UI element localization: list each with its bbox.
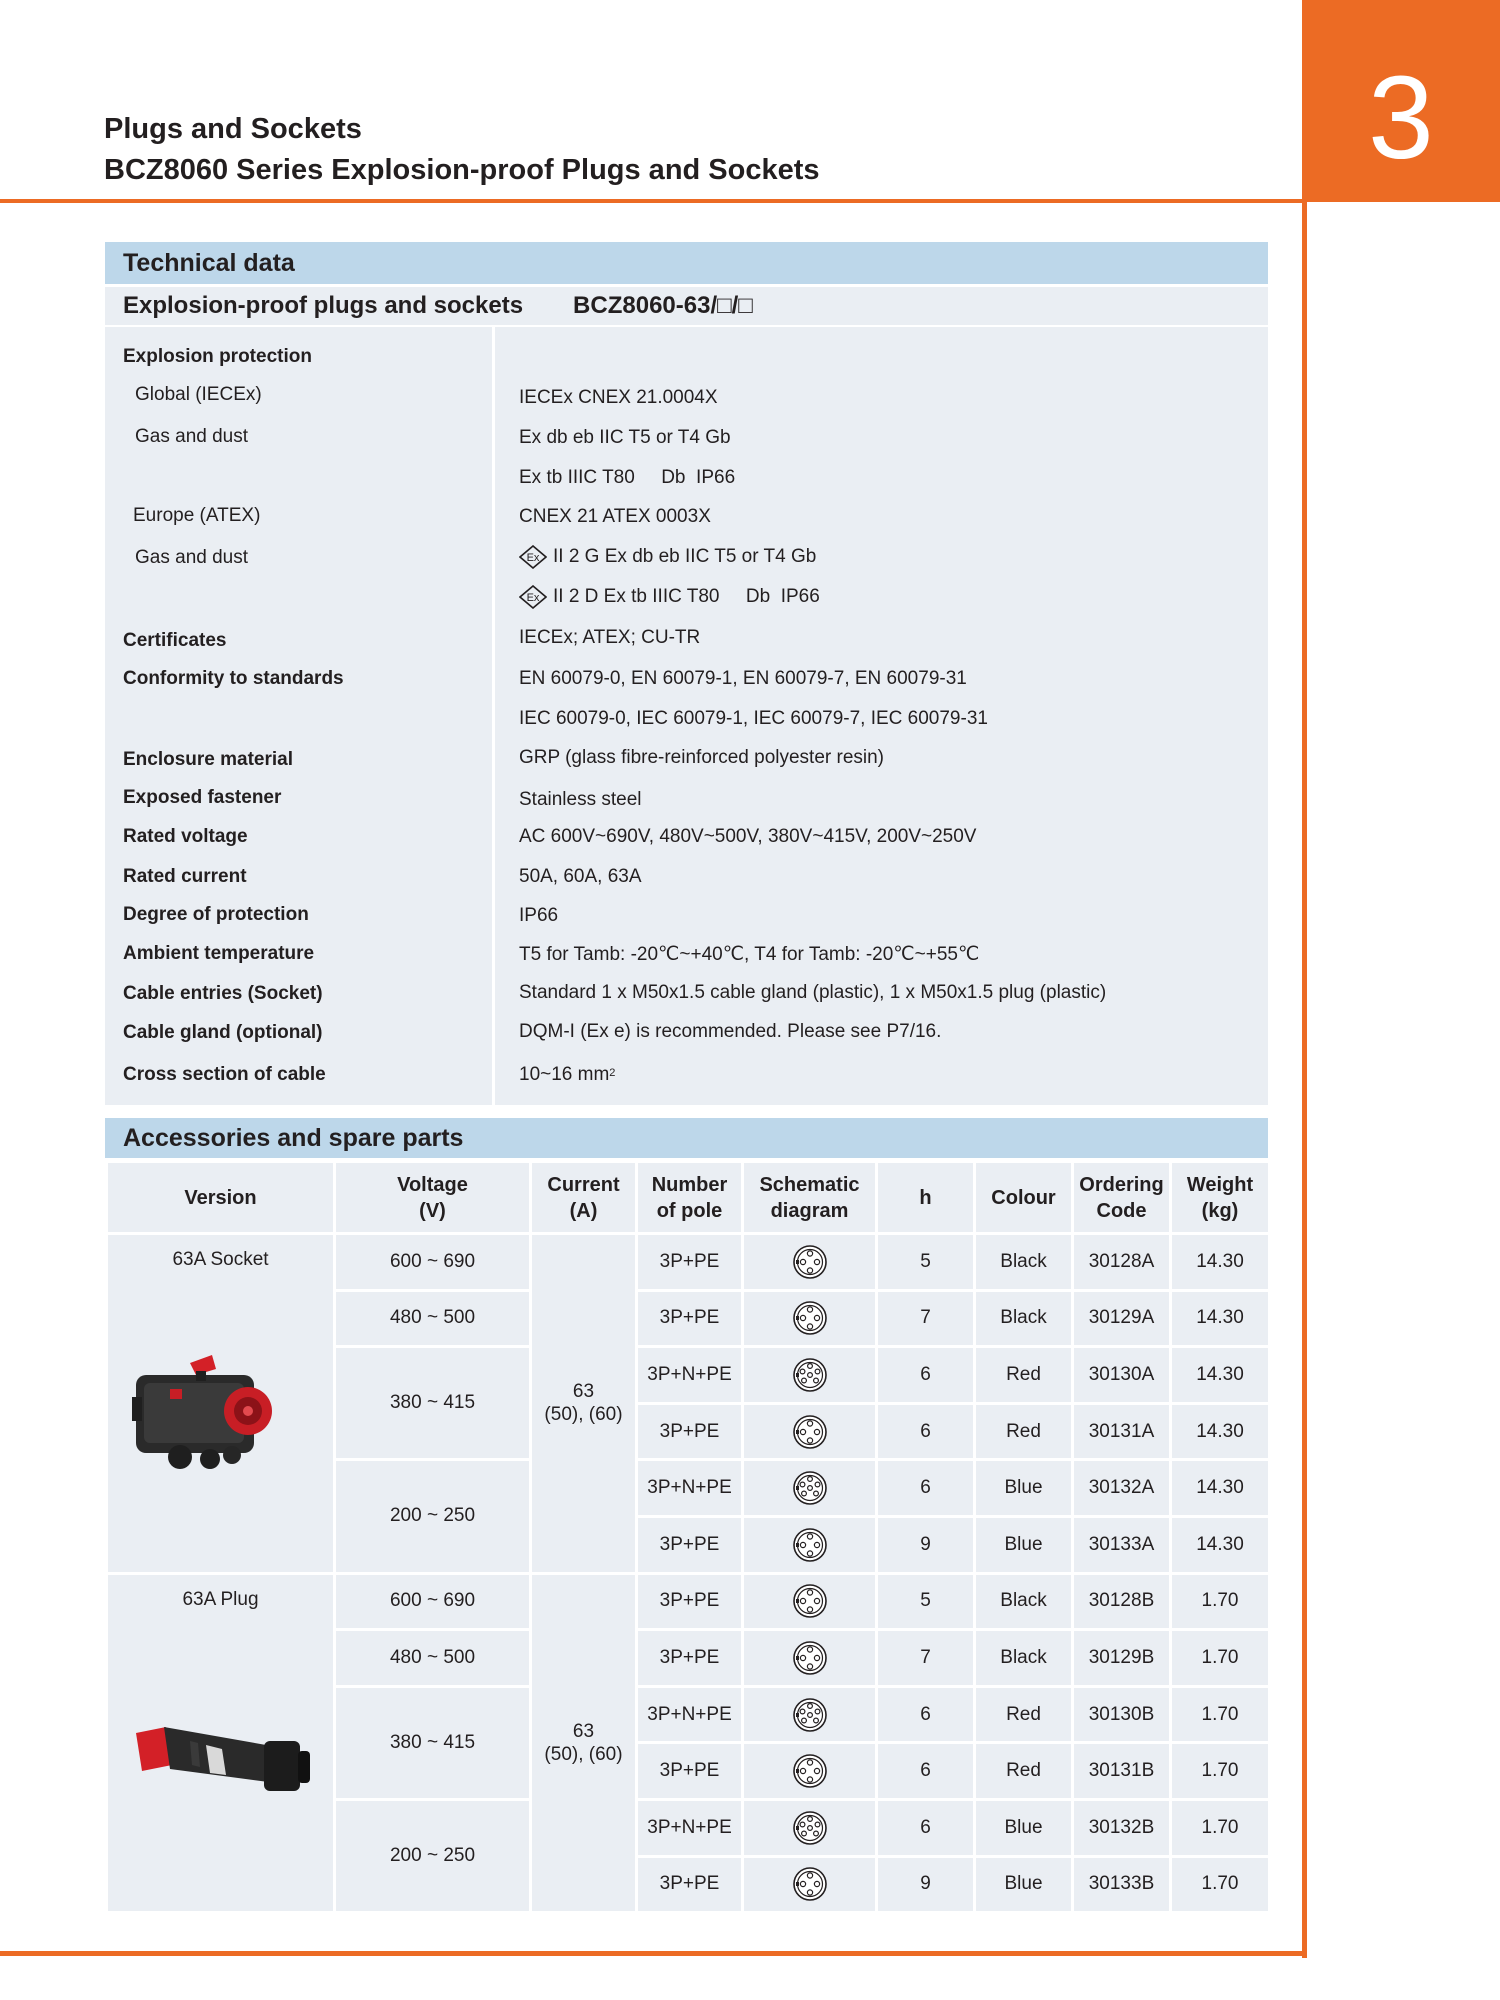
- colour-cell: Black: [975, 1630, 1073, 1687]
- h-cell: 6: [877, 1347, 975, 1404]
- spec-label: Rated voltage: [123, 826, 248, 847]
- svg-text:Ex: Ex: [526, 552, 540, 564]
- ex-mark-icon: [519, 585, 547, 609]
- colour-cell: Blue: [975, 1460, 1073, 1517]
- h-cell: 6: [877, 1460, 975, 1517]
- voltage-cell: 600 ~ 690: [335, 1573, 531, 1630]
- weight-cell: 14.30: [1171, 1460, 1270, 1517]
- technical-data-panel: [105, 327, 1268, 1105]
- column-header-poles: Number of pole: [637, 1162, 743, 1234]
- schematic-cell: [743, 1290, 877, 1347]
- spec-label: Exposed fastener: [123, 787, 282, 808]
- weight-cell: 14.30: [1171, 1403, 1270, 1460]
- spec-label: Europe (ATEX): [133, 505, 261, 526]
- chapter-number: 3: [1368, 52, 1434, 184]
- spec-label: Cross section of cable: [123, 1064, 326, 1085]
- chapter-tab: [1302, 0, 1500, 202]
- h-cell: 7: [877, 1630, 975, 1687]
- column-header-weight: Weight (kg): [1171, 1162, 1270, 1234]
- schematic-cell: [743, 1403, 877, 1460]
- h-cell: 6: [877, 1403, 975, 1460]
- spec-value: IECEx; ATEX; CU-TR: [519, 627, 701, 648]
- page-title: Plugs and Sockets: [104, 113, 362, 145]
- current-value: 63: [572, 1381, 595, 1403]
- current-cell: [531, 1573, 637, 1913]
- colour-cell: Red: [975, 1403, 1073, 1460]
- current-options: (50), (60): [544, 1743, 623, 1765]
- spec-label: Ambient temperature: [123, 943, 315, 964]
- weight-cell: 14.30: [1171, 1234, 1270, 1291]
- poles-cell: 3P+N+PE: [637, 1799, 743, 1856]
- poles-cell: 3P+PE: [637, 1573, 743, 1630]
- weight-cell: 14.30: [1171, 1290, 1270, 1347]
- spec-value-row: [519, 545, 816, 569]
- ordering-code-cell: 30130A: [1073, 1347, 1171, 1404]
- socket-product-image: [130, 1345, 290, 1475]
- h-cell: 5: [877, 1573, 975, 1630]
- weight-cell: 1.70: [1171, 1630, 1270, 1687]
- weight-cell: 1.70: [1171, 1743, 1270, 1800]
- poles-cell: 3P+PE: [637, 1743, 743, 1800]
- colour-cell: Black: [975, 1234, 1073, 1291]
- voltage-cell: 200 ~ 250: [335, 1460, 531, 1573]
- weight-cell: 14.30: [1171, 1347, 1270, 1404]
- ordering-code-cell: 30128B: [1073, 1573, 1171, 1630]
- column-header-voltage: Voltage (V): [335, 1162, 531, 1234]
- column-header-colour: Colour: [975, 1162, 1073, 1234]
- pin-schematic-icon: [792, 1527, 828, 1563]
- spec-value: AC 600V~690V, 480V~500V, 380V~415V, 200V~250V: [519, 826, 977, 847]
- schematic-cell: [743, 1573, 877, 1630]
- spec-label: Cable entries (Socket): [123, 983, 323, 1004]
- superscript: 2: [609, 1067, 616, 1079]
- weight-cell: 1.70: [1171, 1856, 1270, 1913]
- h-cell: 9: [877, 1856, 975, 1913]
- spec-value: T5 for Tamb: -20℃~+40℃, T4 for Tamb: -20℃~+55℃: [519, 944, 980, 965]
- table-header-row: [107, 1162, 1270, 1234]
- h-cell: 6: [877, 1686, 975, 1743]
- colour-cell: Red: [975, 1347, 1073, 1404]
- pin-schematic-icon: [792, 1753, 828, 1789]
- column-header-code: Ordering Code: [1073, 1162, 1171, 1234]
- spec-value: EN 60079-0, EN 60079-1, EN 60079-7, EN 60079-31: [519, 668, 967, 689]
- page-subtitle: BCZ8060 Series Explosion-proof Plugs and Sockets: [104, 154, 820, 186]
- h-cell: 6: [877, 1743, 975, 1800]
- weight-cell: 1.70: [1171, 1686, 1270, 1743]
- poles-cell: 3P+PE: [637, 1856, 743, 1913]
- spec-value-row: [519, 1064, 615, 1086]
- h-cell: 7: [877, 1290, 975, 1347]
- schematic-cell: [743, 1347, 877, 1404]
- spec-value: 10~16 mm: [519, 1064, 610, 1085]
- colour-cell: Blue: [975, 1799, 1073, 1856]
- ordering-code-cell: 30131B: [1073, 1743, 1171, 1800]
- accessories-body: [107, 1234, 1270, 1913]
- spec-value: II 2 D Ex tb IIIC T80 Db IP66: [553, 586, 820, 607]
- poles-cell: 3P+PE: [637, 1290, 743, 1347]
- colour-cell: Black: [975, 1573, 1073, 1630]
- colour-cell: Blue: [975, 1516, 1073, 1573]
- spec-label: Enclosure material: [123, 749, 294, 770]
- spec-label: Conformity to standards: [123, 668, 344, 689]
- table-row: [107, 1234, 1270, 1291]
- schematic-cell: [743, 1856, 877, 1913]
- pin-schematic-icon: [792, 1470, 828, 1506]
- poles-cell: 3P+N+PE: [637, 1347, 743, 1404]
- ex-mark-icon: [519, 545, 547, 569]
- column-header-h: h: [877, 1162, 975, 1234]
- spec-value: CNEX 21 ATEX 0003X: [519, 506, 711, 527]
- plug-product-image: [126, 1705, 316, 1815]
- ordering-code-cell: 30129A: [1073, 1290, 1171, 1347]
- current-cell: [531, 1234, 637, 1574]
- ordering-code-cell: 30131A: [1073, 1403, 1171, 1460]
- ordering-code-cell: 30132A: [1073, 1460, 1171, 1517]
- ordering-code-cell: 30130B: [1073, 1686, 1171, 1743]
- schematic-cell: [743, 1799, 877, 1856]
- pin-schematic-icon: [792, 1300, 828, 1336]
- pin-schematic-icon: [792, 1640, 828, 1676]
- ordering-code-cell: 30129B: [1073, 1630, 1171, 1687]
- column-header-current: Current (A): [531, 1162, 637, 1234]
- voltage-cell: 200 ~ 250: [335, 1799, 531, 1912]
- colour-cell: Red: [975, 1743, 1073, 1800]
- current-options: (50), (60): [544, 1404, 623, 1426]
- pin-schematic-icon: [792, 1810, 828, 1846]
- ordering-code-cell: 30133A: [1073, 1516, 1171, 1573]
- spec-value: DQM-I (Ex e) is recommended. Please see P7/16.: [519, 1021, 942, 1042]
- accessories-heading: Accessories and spare parts: [105, 1118, 1268, 1158]
- pin-schematic-icon: [792, 1866, 828, 1902]
- product-label: Explosion-proof plugs and sockets: [123, 292, 524, 319]
- spec-value: Standard 1 x M50x1.5 cable gland (plastic), 1 x M50x1.5 plug (plastic): [519, 982, 1107, 1003]
- spec-label: Global (IECEx): [135, 384, 262, 405]
- version-cell: [107, 1573, 335, 1913]
- pin-schematic-icon: [792, 1697, 828, 1733]
- spec-label: Certificates: [123, 630, 227, 651]
- right-rule: [1302, 202, 1307, 1958]
- colour-cell: Blue: [975, 1856, 1073, 1913]
- spec-value: Stainless steel: [519, 789, 642, 810]
- h-cell: 6: [877, 1799, 975, 1856]
- spec-label: Rated current: [123, 866, 247, 887]
- ordering-code-cell: 30132B: [1073, 1799, 1171, 1856]
- spec-value: 50A, 60A, 63A: [519, 866, 642, 887]
- voltage-cell: 480 ~ 500: [335, 1630, 531, 1687]
- table-row: [107, 1573, 1270, 1630]
- spec-value: IEC 60079-0, IEC 60079-1, IEC 60079-7, IEC 60079-31: [519, 708, 988, 729]
- version-label: 63A Socket: [172, 1249, 269, 1270]
- voltage-cell: 480 ~ 500: [335, 1290, 531, 1347]
- accessories-table: [105, 1160, 1271, 1914]
- poles-cell: 3P+PE: [637, 1630, 743, 1687]
- spec-value-row: [519, 585, 820, 609]
- pin-schematic-icon: [792, 1357, 828, 1393]
- product-heading: [105, 287, 1268, 325]
- voltage-cell: 600 ~ 690: [335, 1234, 531, 1291]
- column-header-version: Version: [107, 1162, 335, 1234]
- pin-schematic-icon: [792, 1583, 828, 1619]
- technical-data-heading: Technical data: [105, 242, 1268, 284]
- pin-schematic-icon: [792, 1414, 828, 1450]
- poles-cell: 3P+N+PE: [637, 1686, 743, 1743]
- ordering-code-cell: 30133B: [1073, 1856, 1171, 1913]
- schematic-cell: [743, 1743, 877, 1800]
- ordering-code-cell: 30128A: [1073, 1234, 1171, 1291]
- column-divider: [492, 327, 495, 1105]
- footer-rule: [0, 1951, 1307, 1956]
- header-rule: [0, 199, 1302, 203]
- spec-value: IP66: [519, 905, 559, 926]
- spec-label: Cable gland (optional): [123, 1022, 323, 1043]
- spec-label: Gas and dust: [135, 547, 249, 568]
- weight-cell: 14.30: [1171, 1516, 1270, 1573]
- poles-cell: 3P+PE: [637, 1516, 743, 1573]
- weight-cell: 1.70: [1171, 1573, 1270, 1630]
- schematic-cell: [743, 1234, 877, 1291]
- poles-cell: 3P+N+PE: [637, 1460, 743, 1517]
- spec-value: Ex db eb IIC T5 or T4 Gb: [519, 427, 731, 448]
- h-cell: 5: [877, 1234, 975, 1291]
- spec-label: Degree of protection: [123, 904, 309, 925]
- pin-schematic-icon: [792, 1244, 828, 1280]
- poles-cell: 3P+PE: [637, 1403, 743, 1460]
- poles-cell: 3P+PE: [637, 1234, 743, 1291]
- svg-text:Ex: Ex: [526, 592, 540, 604]
- h-cell: 9: [877, 1516, 975, 1573]
- voltage-cell: 380 ~ 415: [335, 1347, 531, 1460]
- column-header-schematic: Schematic diagram: [743, 1162, 877, 1234]
- spec-value: II 2 G Ex db eb IIC T5 or T4 Gb: [553, 546, 817, 567]
- current-value: 63: [572, 1720, 595, 1742]
- spec-value: GRP (glass fibre-reinforced polyester resin): [519, 747, 885, 768]
- spec-value: IECEx CNEX 21.0004X: [519, 387, 718, 408]
- weight-cell: 1.70: [1171, 1799, 1270, 1856]
- schematic-cell: [743, 1630, 877, 1687]
- schematic-cell: [743, 1516, 877, 1573]
- version-cell: [107, 1234, 335, 1574]
- model-number: BCZ8060-63/□/□: [573, 292, 753, 319]
- colour-cell: Red: [975, 1686, 1073, 1743]
- version-label: 63A Plug: [182, 1588, 259, 1610]
- spec-label: Explosion protection: [123, 346, 312, 367]
- spec-value: Ex tb IIIC T80 Db IP66: [519, 467, 736, 488]
- schematic-cell: [743, 1460, 877, 1517]
- colour-cell: Black: [975, 1290, 1073, 1347]
- spec-label: Gas and dust: [135, 426, 249, 447]
- voltage-cell: 380 ~ 415: [335, 1686, 531, 1799]
- schematic-cell: [743, 1686, 877, 1743]
